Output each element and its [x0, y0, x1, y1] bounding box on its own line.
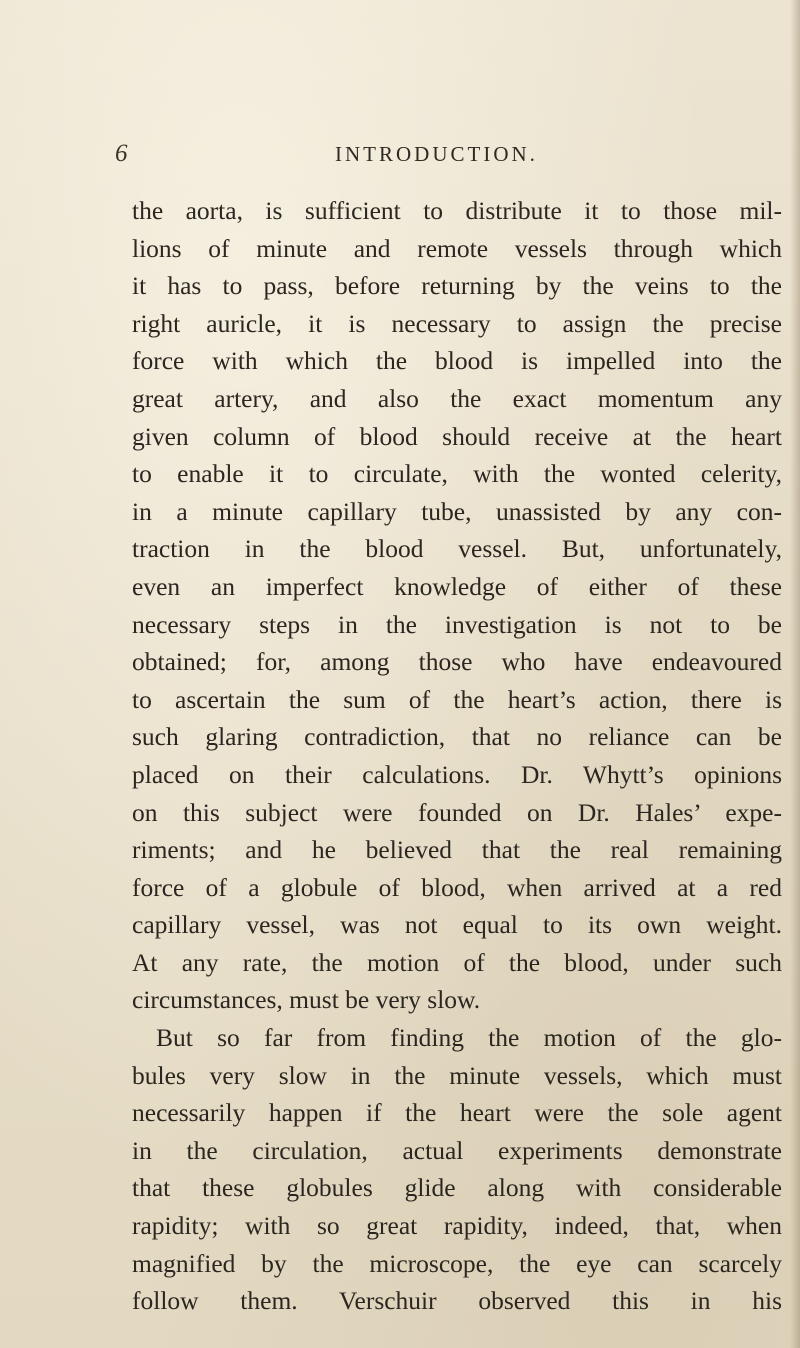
text-line: lions of minute and remote vessels through which — [132, 233, 782, 263]
text-line: such glaring contradiction, that no reliance can be — [132, 722, 782, 752]
text-line: force with which the blood is impelled into the — [132, 346, 782, 376]
text-line: in the circulation, actual experiments demonstrate — [132, 1135, 782, 1165]
text-line: right auricle, it is necessary to assign the precise — [132, 308, 782, 338]
text-line: the aorta, is sufficient to distribute it to those mil- — [132, 196, 782, 225]
text-line: necessarily happen if the heart were the sole agent — [132, 1098, 782, 1128]
text-line: to enable it to circulate, with the wonted celerity, — [132, 459, 782, 489]
running-head — [115, 140, 755, 174]
paragraph-end-line: circumstances, must be very slow. — [132, 985, 481, 1015]
text-line: capillary vessel, was not equal to its own weight. — [132, 910, 782, 940]
text-line: it has to pass, before returning by the veins to the — [132, 271, 782, 301]
text-line: on this subject were founded on Dr. Hales’ expe- — [132, 797, 782, 827]
page-edge-shadow — [790, 0, 800, 1348]
text-line: to ascertain the sum of the heart’s action, there is — [132, 684, 782, 714]
text-line: given column of blood should receive at the heart — [132, 421, 782, 451]
text-line: that these globules glide along with considerable — [132, 1173, 782, 1203]
text-line: force of a globule of blood, when arrived at a red — [132, 872, 782, 902]
body-text — [132, 192, 782, 1320]
text-line: At any rate, the motion of the blood, under such — [132, 947, 782, 977]
text-line: great artery, and also the exact momentum any — [132, 383, 782, 413]
text-line: obtained; for, among those who have endeavoured — [132, 647, 782, 677]
text-line: bules very slow in the minute vessels, which must — [132, 1060, 782, 1090]
text-line: even an imperfect knowledge of either of these — [132, 571, 782, 601]
text-line: riments; and he believed that the real remaining — [132, 835, 782, 865]
text-line: magnified by the microscope, the eye can scarcely — [132, 1248, 782, 1278]
running-title: INTRODUCTION. — [335, 142, 538, 166]
text-line: rapidity; with so great rapidity, indeed, that, when — [132, 1211, 782, 1241]
page-number: 6 — [115, 140, 128, 167]
text-line: necessary steps in the investigation is not to be — [132, 609, 782, 639]
text-line: in a minute capillary tube, unassisted by any con- — [132, 496, 782, 526]
paragraph-start-line: But so far from finding the motion of the glo- — [156, 1023, 782, 1053]
text-line: follow them. Verschuir observed this in his — [132, 1286, 782, 1316]
text-line: traction in the blood vessel. But, unfortunately, — [132, 534, 782, 564]
text-line: placed on their calculations. Dr. Whytt’s opinions — [132, 759, 782, 789]
